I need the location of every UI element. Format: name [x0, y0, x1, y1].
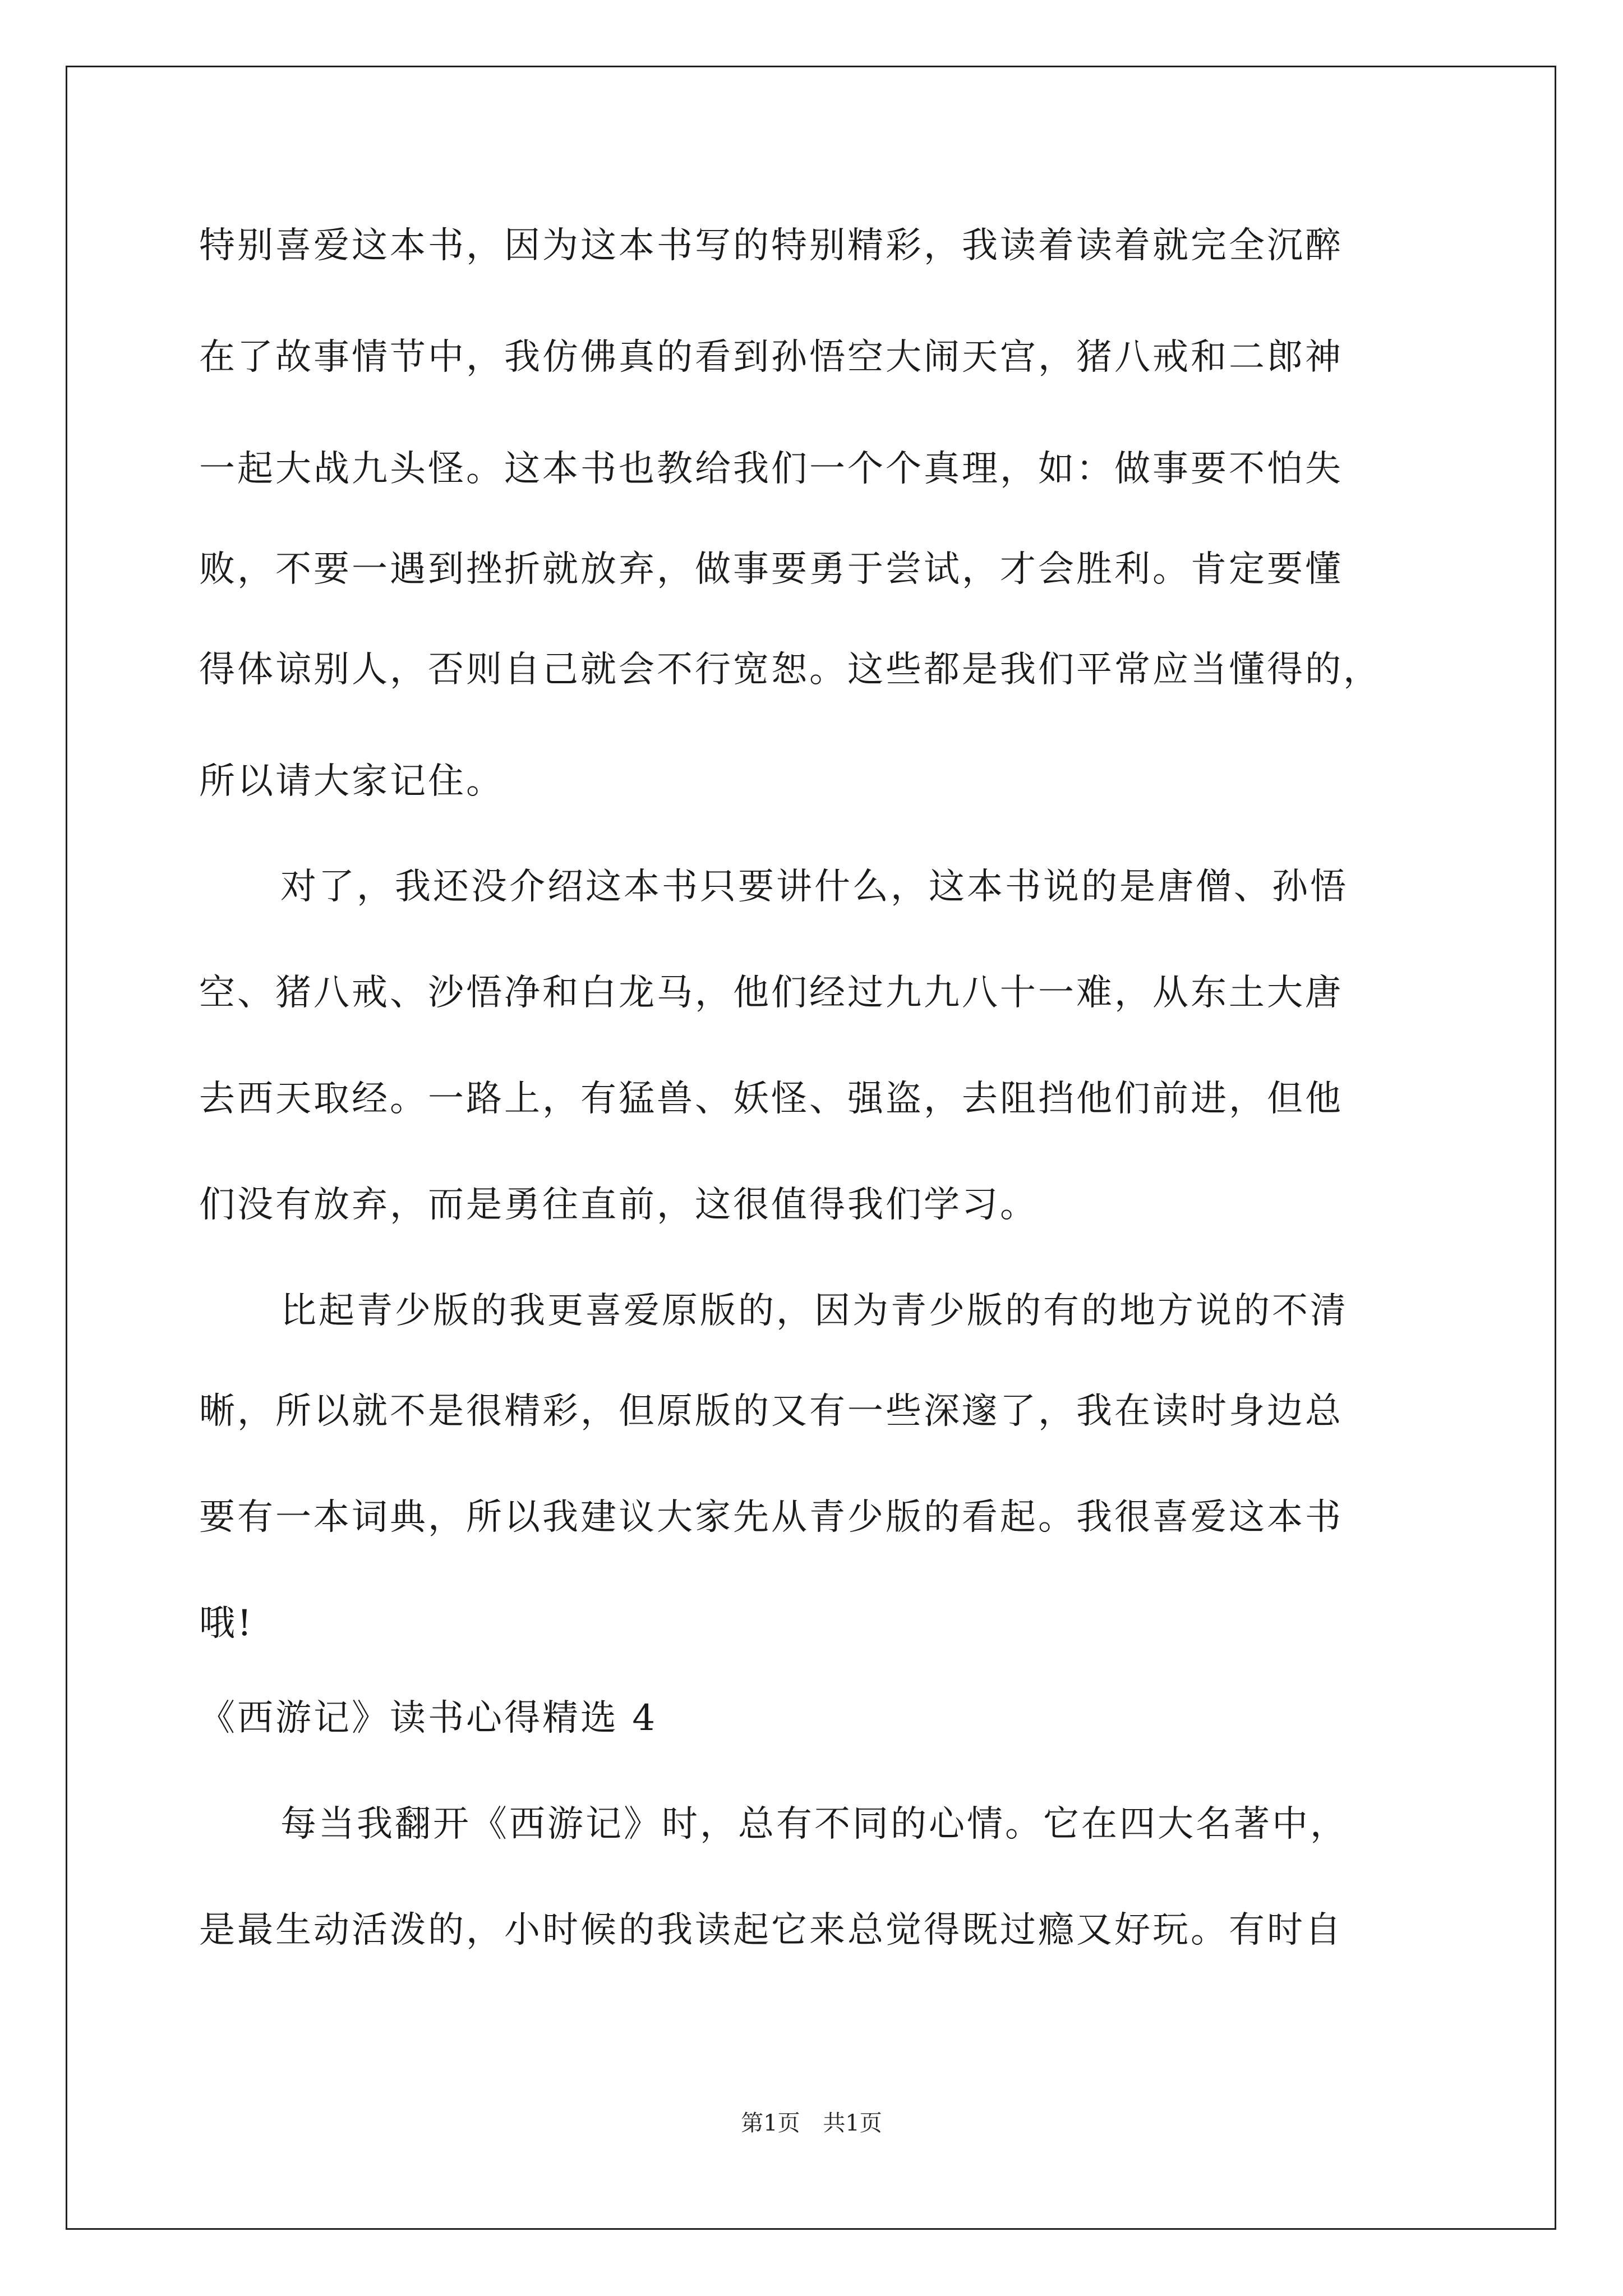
page-footer — [0, 2105, 1623, 2137]
text-line: 败，不要一遇到挫折就放弃，做事要勇于尝试，才会胜利。肯定要懂 — [199, 549, 1343, 590]
text-line: 们没有放弃，而是勇往直前，这很值得我们学习。 — [199, 1184, 1038, 1226]
text-line: 所以请大家记住。 — [199, 761, 504, 802]
text-line: 一起大战九头怪。这本书也教给我们一个个真理，如：做事要不怕失 — [199, 448, 1343, 490]
page-total: 共1页 — [823, 2110, 882, 2136]
text-line: 哦! — [199, 1603, 254, 1644]
text-line: 晰，所以就不是很精彩，但原版的又有一些深邃了，我在读时身边总 — [199, 1391, 1343, 1432]
text-line: 空、猪八戒、沙悟净和白龙马，他们经过九九八十一难，从东土大唐 — [199, 972, 1343, 1014]
text-line: 特别喜爱这本书，因为这本书写的特别精彩，我读着读着就完全沉醉 — [199, 225, 1343, 266]
paragraph-first-line: 对了，我还没介绍这本书只要讲什么，这本书说的是唐僧、孙悟 — [280, 866, 1348, 908]
text-line: 在了故事情节中，我仿佛真的看到孙悟空大闹天宫，猪八戒和二郎神 — [199, 337, 1343, 378]
paragraph-first-line: 比起青少版的我更喜爱原版的，因为青少版的有的地方说的不清 — [280, 1290, 1348, 1332]
text-line: 是最生动活泼的，小时候的我读起它来总觉得既过瘾又好玩。有时自 — [199, 1910, 1343, 1951]
text-line: 要有一本词典，所以我建议大家先从青少版的看起。我很喜爱这本书 — [199, 1497, 1343, 1538]
page-number: 第1页 — [741, 2110, 800, 2136]
text-line: 得体谅别人，否则自己就会不行宽恕。这些都是我们平常应当懂得的， — [199, 649, 1381, 691]
paragraph-first-line: 每当我翻开《西游记》时，总有不同的心情。它在四大名著中， — [280, 1803, 1348, 1845]
section-heading: 《西游记》读书心得精选 4 — [199, 1697, 658, 1739]
text-line: 去西天取经。一路上，有猛兽、妖怪、强盗，去阻挡他们前进，但他 — [199, 1078, 1343, 1120]
page-border — [66, 66, 1556, 2230]
